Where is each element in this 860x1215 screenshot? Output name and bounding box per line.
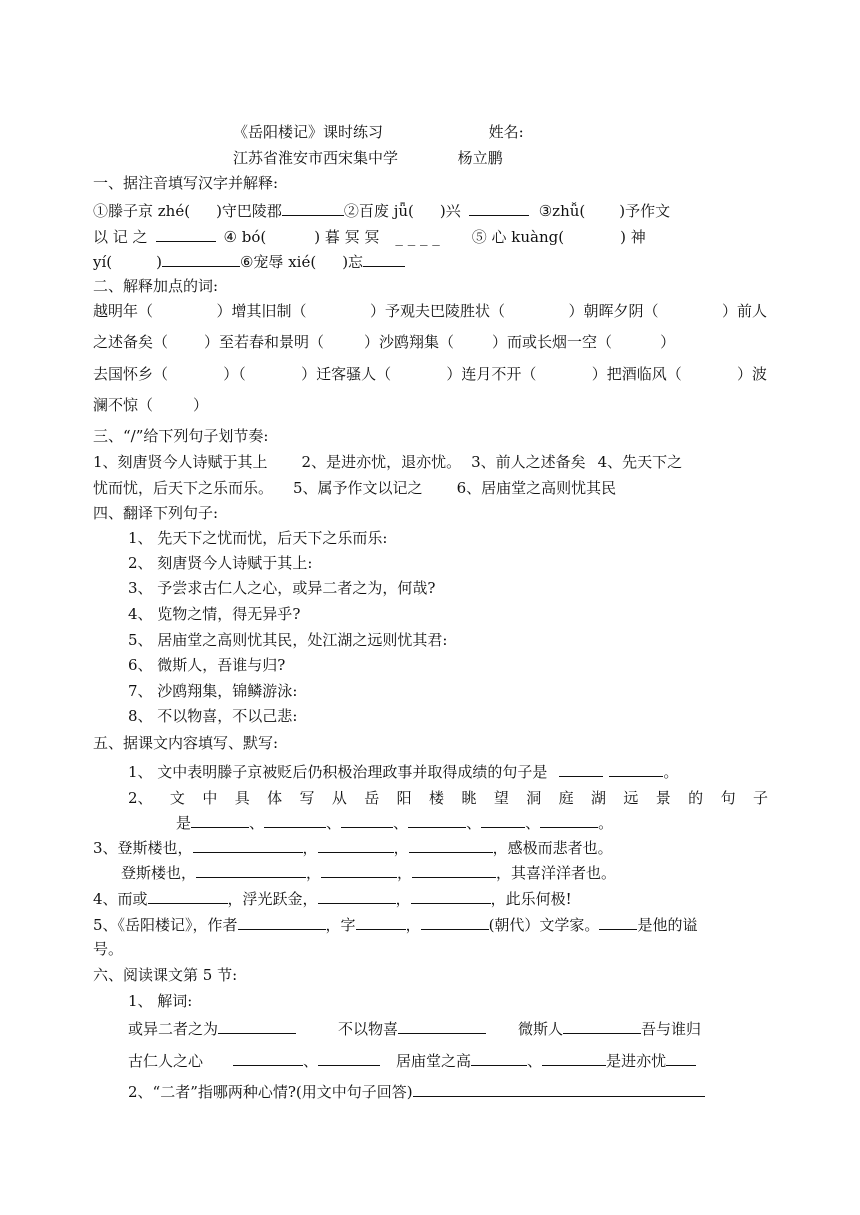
text: 具 <box>234 789 250 807</box>
blank[interactable] <box>321 861 397 878</box>
text: 、 <box>326 814 342 832</box>
fill-q2-line-2 <box>176 811 613 833</box>
blank[interactable] <box>193 836 303 853</box>
text: 六、阅读课文第 5 节: <box>93 966 238 984</box>
text: 忧而忧，后天下之乐而乐。 <box>93 479 274 497</box>
text: ） <box>660 333 676 351</box>
text: 、 <box>393 814 409 832</box>
text: 3、前人之述备矣 <box>471 453 586 471</box>
text: 登斯楼也， <box>121 864 197 882</box>
blank[interactable] <box>398 1017 486 1034</box>
text: 以 记 之 <box>93 228 148 246</box>
text: 景 <box>655 789 671 807</box>
text: 1、刻唐贤今人诗赋于其上 <box>93 453 268 471</box>
section-5-heading <box>93 733 278 755</box>
answer-blank[interactable] <box>413 1080 705 1097</box>
blank[interactable] <box>196 861 306 878</box>
title-line <box>233 122 524 144</box>
text: ①滕子京 zhé( <box>93 202 191 220</box>
text: ， <box>302 839 318 857</box>
text: 。 <box>663 763 679 781</box>
text: 3、 予尝求古仁人之心，或异二者之为，何哉? <box>128 579 436 597</box>
text: 五、据课文内容填写、默写: <box>93 734 279 752</box>
blank[interactable] <box>471 1049 527 1066</box>
text: 眺 <box>461 789 477 807</box>
section-6-q2 <box>128 1080 705 1102</box>
blank[interactable] <box>563 1017 641 1034</box>
section-3-heading <box>93 426 268 448</box>
author-name: 杨立鹏 <box>457 149 503 167</box>
text: 望 <box>493 789 509 807</box>
text: 6、居庙堂之高则忧其民 <box>456 479 617 497</box>
text: 、 <box>249 814 265 832</box>
section-1-line-3 <box>93 250 405 272</box>
text: 楼 <box>429 789 445 807</box>
text: ⑥宠辱 xié( <box>239 253 317 271</box>
school-line <box>233 148 503 170</box>
text: ，其喜洋洋者也。 <box>496 864 617 882</box>
text: ， <box>397 864 413 882</box>
text: ）把酒临风（ <box>591 365 682 383</box>
blank[interactable] <box>148 887 228 904</box>
text: 、 <box>525 814 541 832</box>
blank[interactable] <box>411 887 491 904</box>
text: 8、 不以物喜，不以己悲: <box>128 707 298 725</box>
text: ，浮光跃金， <box>227 890 318 908</box>
text: 去国怀乡（ <box>93 365 169 383</box>
section-4-heading <box>93 503 218 525</box>
text: ， <box>395 890 411 908</box>
text: 的 <box>688 789 704 807</box>
section-2-row-3 <box>93 364 767 386</box>
fill-q5-line-2 <box>93 939 123 961</box>
text: ）予观夫巴陵胜状（ <box>369 302 505 320</box>
text: ④ bó( <box>223 228 267 246</box>
text: 文 <box>169 789 185 807</box>
text: 4、先天下之 <box>597 453 683 471</box>
text: 5、《岳阳楼记》，作者 <box>93 916 238 934</box>
text: 句 <box>720 789 736 807</box>
blank[interactable] <box>409 836 493 853</box>
text: 从 <box>331 789 347 807</box>
text: )予作文 <box>619 202 671 220</box>
blank[interactable] <box>318 1049 380 1066</box>
text: 三、“/”给下列句子划节奏: <box>93 427 269 445</box>
text: 洞 <box>526 789 542 807</box>
section-2-row-2 <box>93 332 675 354</box>
text: 子 <box>752 789 768 807</box>
blank[interactable] <box>408 811 466 828</box>
text: 一、据注音填写汉字并解释: <box>93 174 279 192</box>
text: 2、 刻唐贤今人诗赋于其上: <box>128 554 313 572</box>
text: 5、 居庙堂之高则忧其民，处江湖之远则忧其君: <box>128 631 448 649</box>
blank[interactable] <box>156 225 216 242</box>
text: 中 <box>202 789 218 807</box>
blank[interactable] <box>341 811 393 828</box>
text: 不以物喜 <box>338 1020 399 1038</box>
blank[interactable] <box>218 1017 296 1034</box>
text: 岳 <box>364 789 380 807</box>
section-2-heading <box>93 276 218 298</box>
text: 4、而或 <box>93 890 148 908</box>
text: 阳 <box>396 789 412 807</box>
text: 1、 先天下之忧而忧，后天下之乐而乐: <box>128 529 388 547</box>
text: 是他的谥 <box>637 916 698 934</box>
translate-item <box>128 681 297 703</box>
text: 写 <box>299 789 315 807</box>
text: 湖 <box>591 789 607 807</box>
text: 、 <box>303 1052 319 1070</box>
blank[interactable] <box>599 913 637 930</box>
section-2-row-4 <box>93 395 208 417</box>
text: ）而或长烟一空（ <box>492 333 613 351</box>
word-row-2 <box>128 1049 696 1071</box>
blank[interactable] <box>356 913 406 930</box>
section-1-line-2 <box>93 225 646 247</box>
text: ⑤ 心 kuàng( <box>471 228 565 246</box>
text: _ _ _ _ <box>395 228 440 246</box>
text: ) 神 <box>620 228 646 246</box>
text: 2、“二者”指哪两种心情?(用文中句子回答) <box>128 1083 413 1101</box>
fill-q1 <box>128 760 678 782</box>
text: 古仁人之心 <box>128 1052 204 1070</box>
text: ，感极而悲者也。 <box>492 839 613 857</box>
text: ）迁客骚人（ <box>301 365 392 383</box>
text: ）（ <box>223 365 246 383</box>
text: 或异二者之为 <box>128 1020 219 1038</box>
worksheet-title: 《岳阳楼记》课时练习 <box>233 123 384 141</box>
text: 吾与谁归 <box>641 1020 702 1038</box>
text: ， <box>306 864 322 882</box>
blank[interactable] <box>542 1049 606 1066</box>
blank[interactable] <box>469 199 529 216</box>
translate-item <box>128 706 297 728</box>
text: 2、是进亦忧，退亦忧。 <box>301 453 462 471</box>
text: ，字 <box>325 916 356 934</box>
text: 6、 微斯人，吾谁与归? <box>128 656 286 674</box>
text: 7、 沙鸥翔集，锦鳞游泳: <box>128 682 298 700</box>
text: ， <box>393 839 409 857</box>
text: 1、 解词: <box>128 992 193 1010</box>
text: 四、翻译下列句子: <box>93 504 219 522</box>
blank[interactable] <box>318 887 396 904</box>
text: 远 <box>623 789 639 807</box>
text: 。 <box>598 814 614 832</box>
translate-item <box>128 553 312 575</box>
text: )兴 <box>439 202 461 220</box>
text: 3、登斯楼也， <box>93 839 193 857</box>
blank[interactable] <box>238 913 326 930</box>
text: 微斯人 <box>518 1020 564 1038</box>
fill-q3-line-2 <box>121 861 616 883</box>
text: 越明年（ <box>93 302 154 320</box>
text: 、 <box>466 814 482 832</box>
text: ，此乐何极! <box>490 890 572 908</box>
text: ）沙鸥翔集（ <box>364 333 455 351</box>
blank[interactable] <box>191 811 249 828</box>
blank[interactable] <box>609 760 663 777</box>
text: ) 暮 冥 冥 <box>314 228 380 246</box>
text: 居庙堂之高 <box>396 1052 472 1070</box>
section-1-heading <box>93 173 278 195</box>
fill-q2-line-1 <box>128 788 768 810</box>
text: 体 <box>267 789 283 807</box>
text: 2、 <box>128 789 153 807</box>
text: ）连月不开（ <box>446 365 537 383</box>
blank[interactable] <box>363 250 405 267</box>
section-3-line-1 <box>93 452 682 474</box>
blank[interactable] <box>540 811 598 828</box>
section-2-row-1 <box>93 301 767 323</box>
text: 、 <box>527 1052 543 1070</box>
text: )守巴陵郡 <box>216 202 282 220</box>
text: 二、解释加点的词: <box>93 277 219 295</box>
text: ③zhǚ( <box>538 202 586 220</box>
translate-item <box>128 528 387 550</box>
blank[interactable] <box>233 1049 303 1066</box>
text: ） <box>193 396 209 414</box>
section-6-heading <box>93 965 237 987</box>
text: )忘 <box>342 253 364 271</box>
text: 号。 <box>93 940 124 958</box>
text: ) <box>156 253 162 271</box>
blank[interactable] <box>282 199 344 216</box>
section-3-line-2 <box>93 478 616 500</box>
name-label: 姓名: <box>488 123 524 141</box>
text: 庭 <box>558 789 574 807</box>
text: 是进亦忧 <box>606 1052 667 1070</box>
fill-q5-line-1 <box>93 913 697 935</box>
text: (朝代）文学家。 <box>488 916 600 934</box>
section-6-sub-1 <box>128 991 192 1013</box>
text: 5、属予作文以记之 <box>293 479 423 497</box>
blank[interactable] <box>421 913 489 930</box>
text: yí( <box>93 253 113 271</box>
text: ②百废 jǖ( <box>343 202 414 220</box>
text: 澜不惊（ <box>93 396 154 414</box>
text: ）朝晖夕阴（ <box>568 302 659 320</box>
text: 4、 览物之情，得无异乎? <box>128 605 301 623</box>
blank[interactable] <box>481 811 525 828</box>
translate-item <box>128 604 300 626</box>
text: ）增其旧制（ <box>216 302 307 320</box>
translate-item <box>128 655 285 677</box>
text: ， <box>405 916 421 934</box>
blank[interactable] <box>412 861 496 878</box>
translate-item <box>128 578 435 600</box>
school-name: 江苏省淮安市西宋集中学 <box>233 149 399 167</box>
translate-item <box>128 630 447 652</box>
text: 是 <box>176 814 192 832</box>
text: 之述备矣（ <box>93 333 169 351</box>
blank[interactable] <box>264 811 326 828</box>
text: ）波 <box>736 365 767 383</box>
fill-q4 <box>93 887 572 909</box>
fill-q3-line-1 <box>93 836 613 858</box>
blank[interactable] <box>162 250 240 267</box>
text: ）至若春和景明（ <box>204 333 325 351</box>
text: 1、 文中表明滕子京被贬后仍积极治理政事并取得成绩的句子是 <box>128 763 548 781</box>
blank[interactable] <box>666 1049 696 1066</box>
section-1-line-1 <box>93 199 670 221</box>
blank[interactable] <box>559 760 603 777</box>
text: ）前人 <box>721 302 767 320</box>
blank[interactable] <box>318 836 394 853</box>
word-row-1 <box>128 1017 701 1039</box>
